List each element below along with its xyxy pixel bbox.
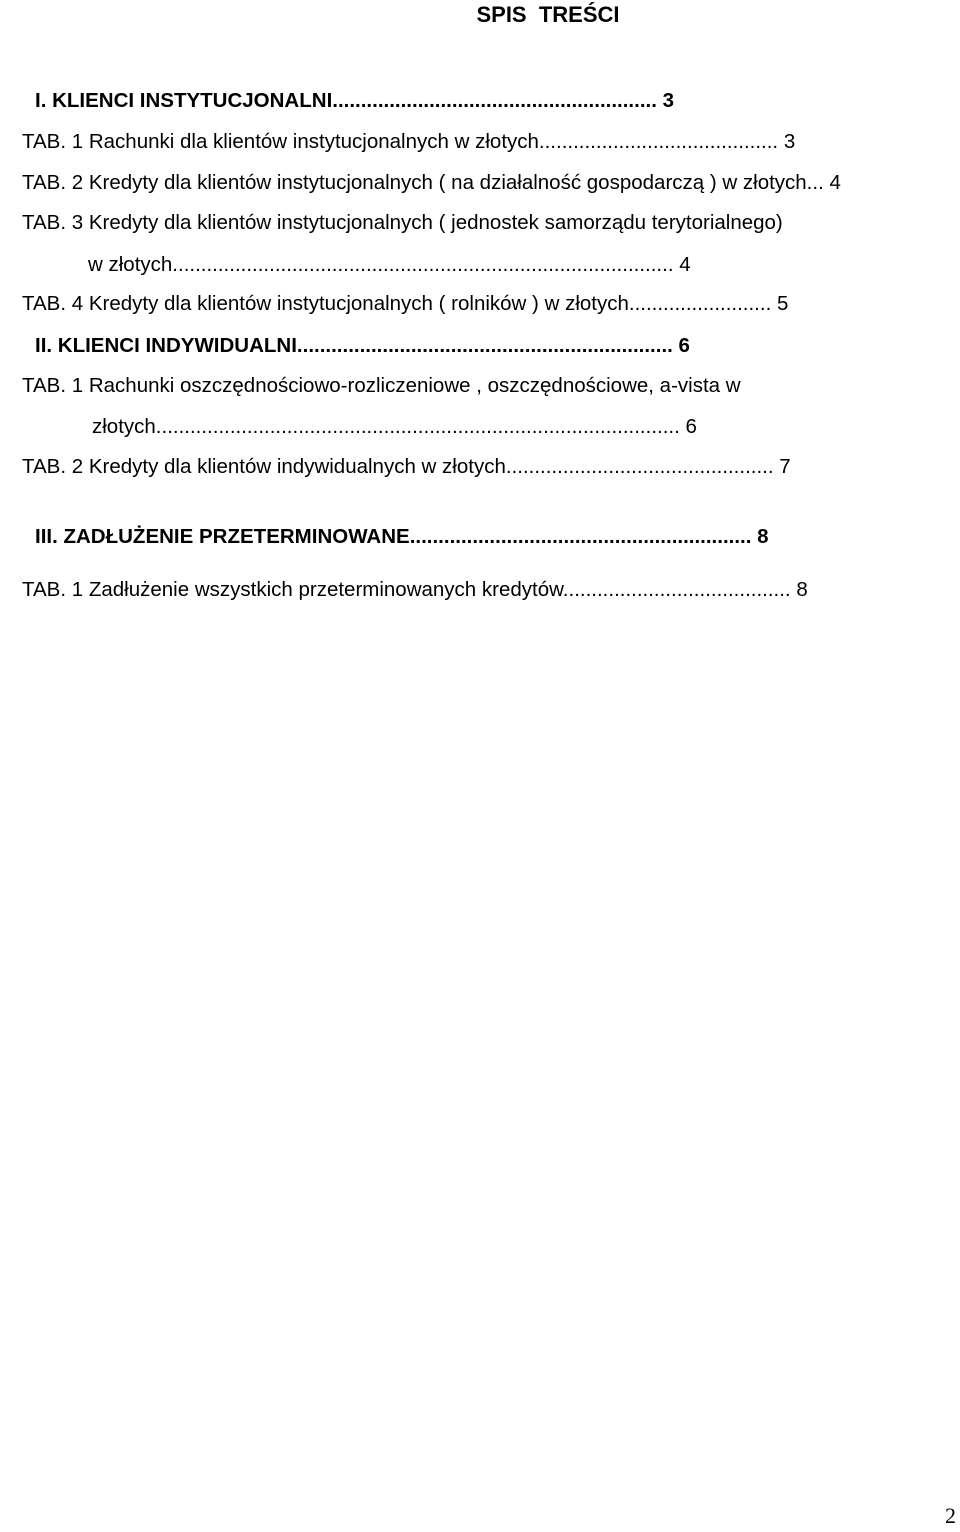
toc-entry-tab-1-4[interactable]: TAB. 4 Kredyty dla klientów instytucjonalnych ( rolników ) w złotych......................... 5 [22, 292, 789, 315]
toc-section-2[interactable]: II. KLIENCI INDYWIDUALNI.................................................................. 6 [35, 334, 690, 357]
toc-section-3[interactable]: III. ZADŁUŻENIE PRZETERMINOWANE............................................................ 8 [35, 525, 769, 548]
toc-entry-tab-1-3[interactable]: TAB. 3 Kredyty dla klientów instytucjonalnych ( jednostek samorządu terytorialnego) [22, 211, 783, 234]
toc-entry-tab-2-2[interactable]: TAB. 2 Kredyty dla klientów indywidualnych w złotych............................................... 7 [22, 455, 791, 478]
page-number: 2 [945, 1503, 956, 1528]
toc-entry-tab-3-1[interactable]: TAB. 1 Zadłużenie wszystkich przeterminowanych kredytów........................................ 8 [22, 578, 808, 601]
toc-entry-tab-1-1[interactable]: TAB. 1 Rachunki dla klientów instytucjonalnych w złotych.......................................... 3 [22, 130, 796, 153]
toc-entry-tab-1-2[interactable]: TAB. 2 Kredyty dla klientów instytucjonalnych ( na działalność gospodarczą ) w złotych... 4 [22, 171, 841, 194]
toc-entry-tab-1-3-continuation[interactable]: w złotych........................................................................................ 4 [88, 253, 691, 276]
toc-entry-tab-2-1-continuation[interactable]: złotych............................................................................................ 6 [92, 415, 697, 438]
toc-section-1[interactable]: I. KLIENCI INSTYTUCJONALNI......................................................... 3 [35, 89, 675, 112]
document-title: SPIS TREŚCI [476, 2, 620, 27]
toc-entry-tab-2-1[interactable]: TAB. 1 Rachunki oszczędnościowo-rozliczeniowe , oszczędnościowe, a-vista w [22, 374, 741, 397]
